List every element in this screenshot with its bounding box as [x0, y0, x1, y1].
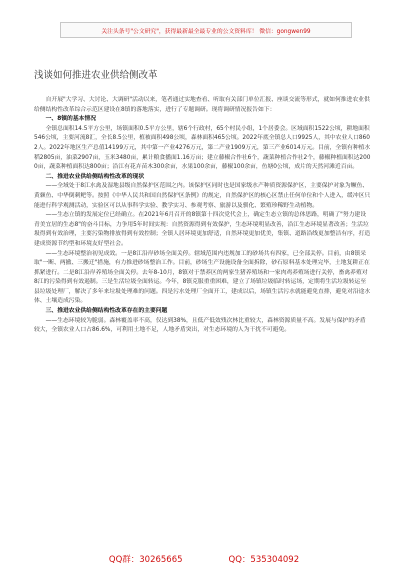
footer: [0, 553, 408, 565]
section-heading: 一、8镇的基本情况: [45, 116, 97, 123]
paragraph: ——生态环境整治初见成效。一是8江沿岸砂场全面关停。辖域范围内违规加工的砂场共有四家，已全部关停。目前，由8镇采取"一断、两撤、三搬迁"措施，有力推进砂场整治工作。目前，砂场生产设施设备全面拆除，砂石原料基本处理完毕，土地复耕正在抓紧进行。二是8江沿岸养殖场全面关停。去年8-10月，8镇对于禁养区的两家生猪养殖场和一家肉鸡养殖场进行关停，畜禽养殖对8江的污染得到有效遏制。三是生活垃圾全面转运。今年，8镇克服重重困难，建立了场镇垃圾临时转运场，定期将生活垃圾转运至县垃圾处理厂，解决了多年来垃圾处理难的问题。四是污水处理厂全面开工，建成以后，场镇生活污水就能避免直排，避免对沿途水体、土壤造成污染。: [34, 250, 371, 305]
paragraph: ——生态立镇的发展定位已经确立。在2021年6月召开的8镇第十四次党代会上，确定生态立镇的总体思路，明确了"努力建设青美宜居的生态8"的奋斗目标，力争用5年时间实现：自然资源得到有效保护，生态环境明显改善，沿江生态环境显著改善；生活垃圾得到有效治理，主要污染物排放得到有效控制；全镇人居环境更加舒适，自然环境更加优美，集镇、道路沿线更加整洁有序，打造建成资源节约型和环境友好型社会。: [34, 212, 371, 247]
footer-qq: QQ：535304092: [228, 555, 300, 565]
section-heading: 二、推进农业供给侧结构性改革的现状: [45, 173, 145, 180]
section-heading: 三、推进农业供给侧结构性改革存在的主要问题: [45, 308, 168, 315]
paragraph: 全镇总面积14.5平方公里，场镇面积0.5平方公里，辖6个行政村，65个村民小组，1个居委会。区域面积1522公顷，耕地面积546公顷，主要河流8汇，全长8.5公里，植被面积498公顷，森林面积465公顷。2022年底全镇总人口9925人，其中农业人口8602人。2022年地区生产总值14199万元，其中第一产业4276万元，第二产业1909万元，第三产业6014万元。目前，全镇有种植水稻2805亩，油菜2907亩，玉米3480亩，累计粮食播面1.16万亩；建立藤椒合作社6个，蔬菜种植合作社2个，藤椒种植面积达2000亩，蔬菜种植面积达800亩；沿江有花卉苗木300余亩，水果100余亩，藤椒100余亩，鱼塘0公顷，成片的天然河滩近百亩。: [34, 125, 371, 171]
document-body: [34, 96, 371, 336]
promo-banner: [60, 22, 352, 38]
paragraph: ——生态环境较为脆弱。森林覆盖率不高，仅达到38%，且低产低效残次林比重较大，森林资源质量不高。发展与保护的矛盾较大，全镇农业人口占86.6%，可利用土地不足，人地矛盾突出，对生态环境的人为干扰不可避免。: [34, 317, 366, 334]
paragraph: 自开展"大学习、大讨论、大调研"活动以来，笔者通过实地查看、听取有关部门单位汇报、座谈交流等形式，就如何推进农业供给侧结构性改革综合示范区建设在8镇的落地落实，进行了专题调研。现将调研情况报告如下：: [34, 97, 370, 113]
promo-banner-text: 关注头条号"公文研究"，获得最新最全最专业的公文资料库！ 微信：gongwen99: [101, 28, 311, 35]
footer-qq-group: QQ群：30265665: [108, 555, 183, 565]
paragraph: ——全域处于8江水禽及湿地县级自然保护区范围之内。该保护区同时也是国家级水产种质资源保护区，主要保护对象为鳜鱼、黄颡鱼、中华倒刺鲃等。按照《中华人民共和国自然保护区条例》的规定，自然保护区的核心区禁止任何单位和个人进入，缓冲区只能进行科学观测活动，实验区可以从事科学实验、教学实习、参观考察、旅游以及驯化、繁殖珍稀野生动植物。: [34, 183, 371, 209]
document-title: 浅谈如何推进农业供给侧改革: [34, 70, 158, 81]
